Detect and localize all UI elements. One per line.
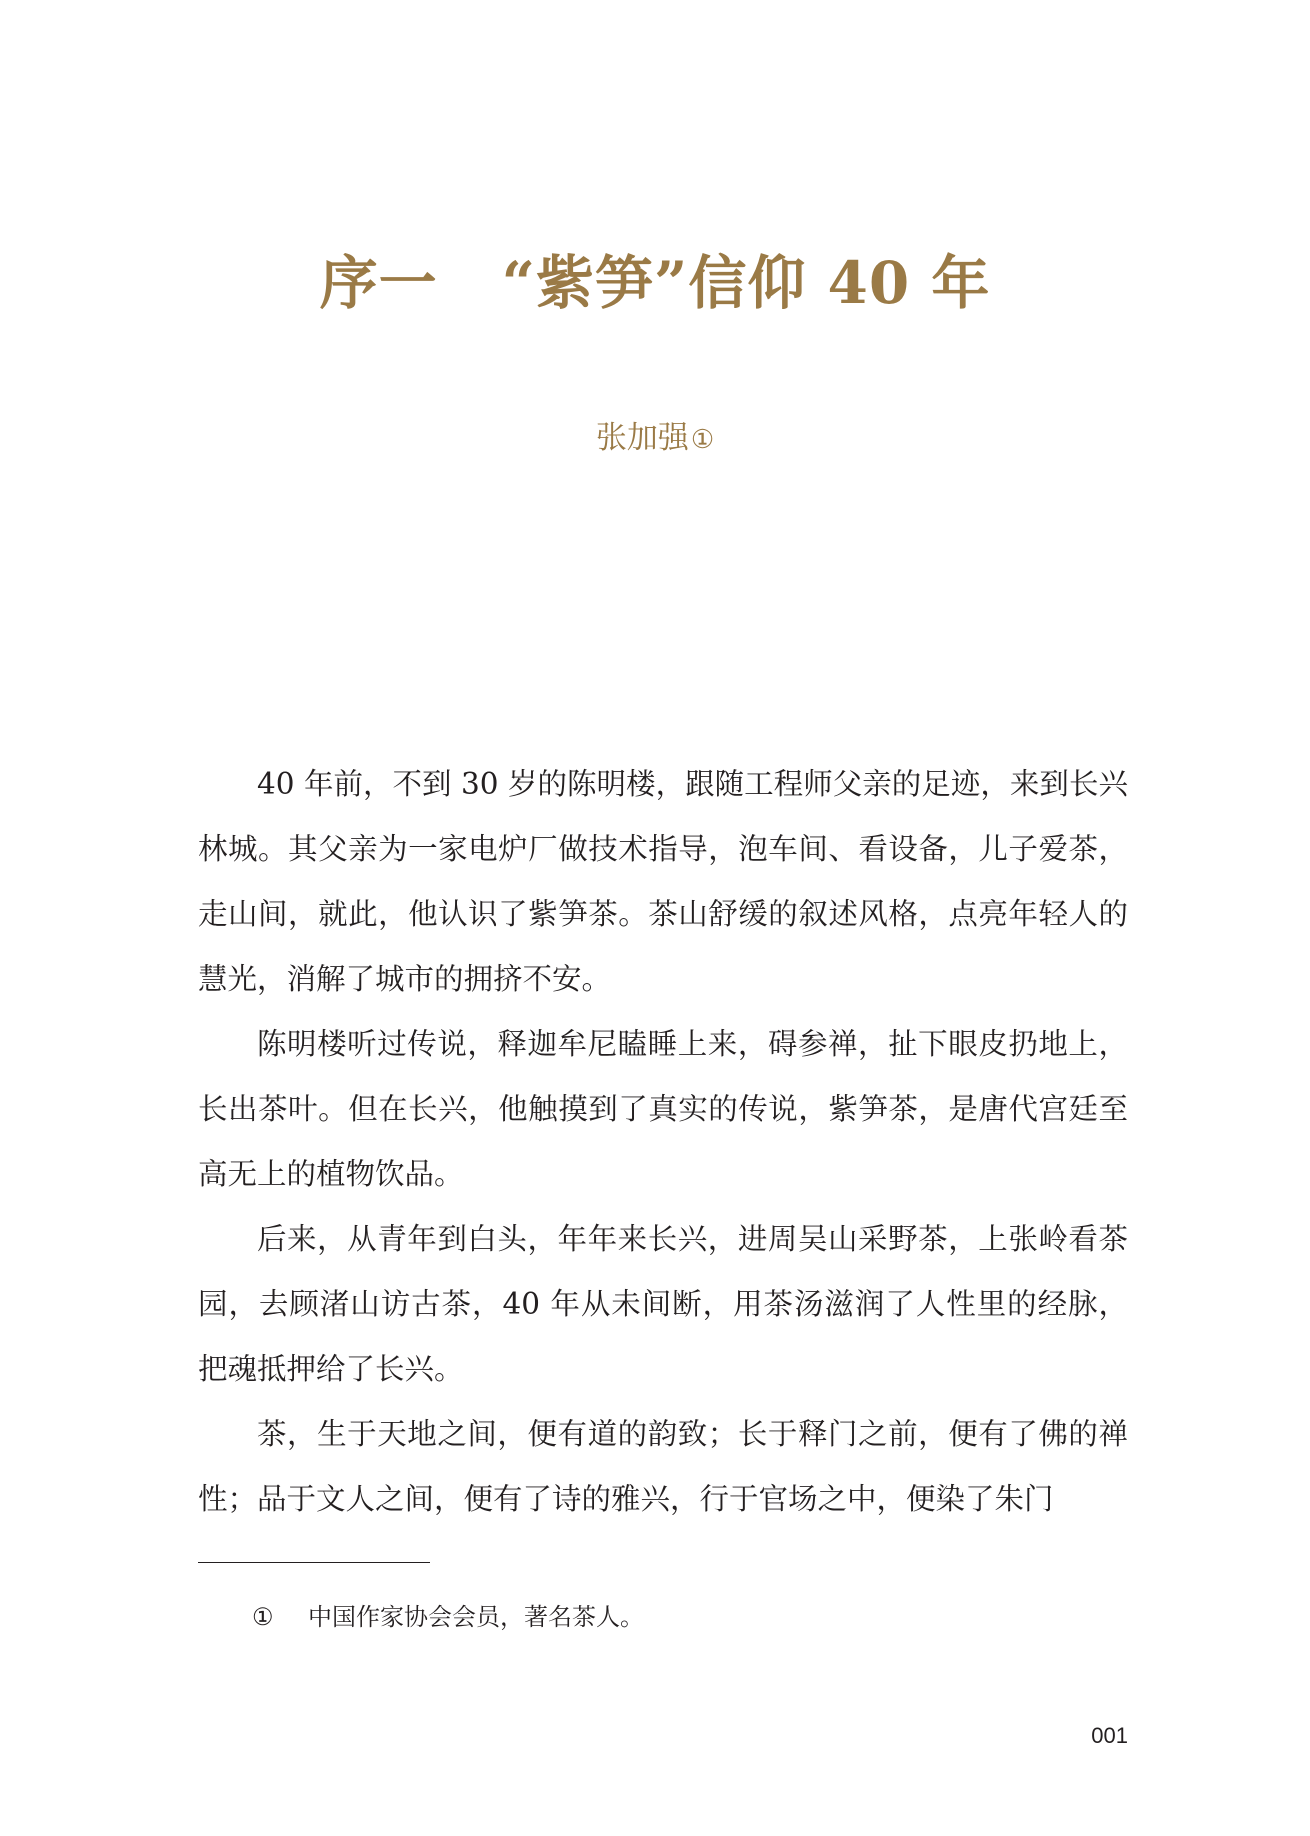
footnote-reference[interactable]: ① [690,425,715,455]
footnote-number: ① [252,1603,274,1631]
paragraph-4: 茶，生于天地之间，便有道的韵致；长于释门之前，便有了佛的禅性；品于文人之间，便有了诗的雅兴，行于官场之中，便染了朱门 [198,1417,1128,1516]
footnote-text: 中国作家协会会员，著名茶人。 [308,1603,644,1631]
paragraph-3: 后来，从青年到白头，年年来长兴，进周吴山采野茶，上张岭看茶园，去顾渚山访古茶，40 年从未间断，用茶汤滋润了人性里的经脉，把魂抵押给了长兴。 [198,1222,1128,1386]
chapter-title-main: “紫笋”信仰 40 年 [501,249,991,317]
footnote [252,1600,644,1634]
chapter-title-prefix: 序一 [319,249,438,317]
paragraph-1: 40 年前，不到 30 岁的陈明楼，跟随工程师父亲的足迹，来到长兴林城。其父亲为一家电炉厂做技术指导，泡车间、看设备，儿子爱茶，走山间，就此，他认识了紫笋茶。茶山舒缓的叙述风格，点亮年轻人的慧光，消解了城市的拥挤不安。 [198,767,1128,996]
author-byline [0,418,1310,460]
author-name: 张加强 [595,420,689,456]
body-text [198,752,1128,1532]
chapter-title [0,248,1310,318]
page-number: 001 [1091,1723,1128,1748]
paragraph-2: 陈明楼听过传说，释迦牟尼瞌睡上来，碍参禅，扯下眼皮扔地上，长出茶叶。但在长兴，他触摸到了真实的传说，紫笋茶，是唐代宫廷至高无上的植物饮品。 [198,1027,1128,1191]
footnote-divider [198,1562,430,1563]
